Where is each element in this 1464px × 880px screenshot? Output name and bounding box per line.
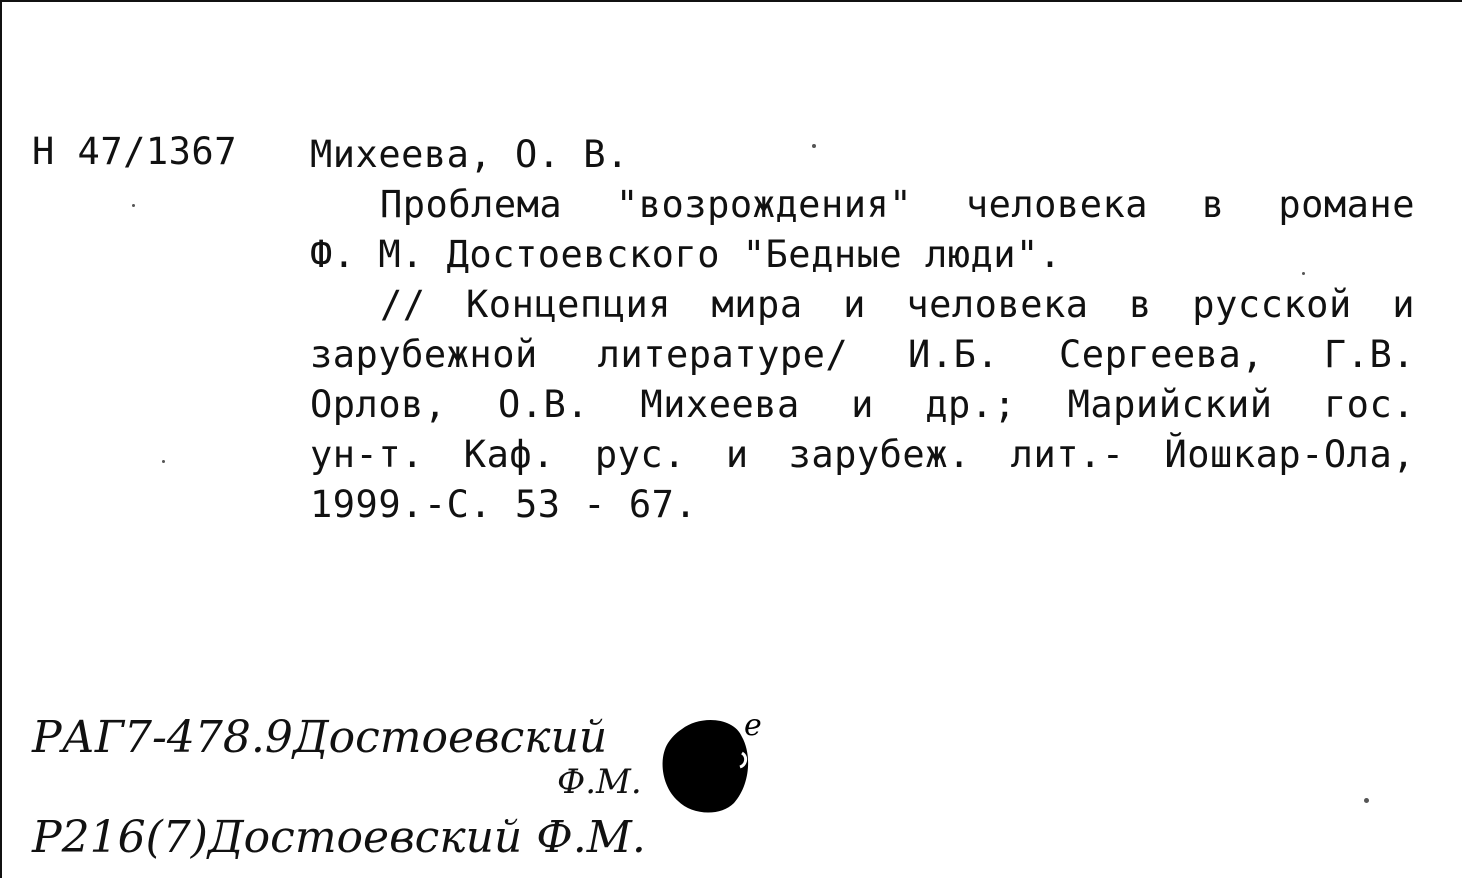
paper-speck bbox=[1364, 798, 1369, 803]
paper-speck bbox=[1302, 272, 1305, 275]
source-line-5: 1999.-С. 53 - 67. bbox=[310, 483, 698, 526]
handwritten-classification-2: Р216(7)Достоевский Ф.М. bbox=[32, 812, 646, 863]
author-line: Михеева, О. В. bbox=[310, 133, 629, 176]
source-line-1: // Концепция мира и человека в русской и bbox=[380, 283, 1415, 326]
bibliographic-record bbox=[310, 130, 1415, 530]
paper-speck bbox=[162, 460, 165, 463]
source-line-2: зарубежной литературе/ И.Б. Сергеева, Г.В. bbox=[310, 333, 1415, 376]
title-line-2: Ф. М. Достоевского "Бедные люди". bbox=[310, 233, 1062, 276]
paper-speck bbox=[132, 204, 135, 207]
ink-stamp-mark bbox=[642, 707, 767, 822]
call-number: Н 47/1367 bbox=[32, 130, 237, 173]
stamp-letter: е bbox=[744, 708, 762, 743]
source-line-4: ун-т. Каф. рус. и зарубеж. лит.- Йошкар-Ола, bbox=[310, 433, 1415, 476]
title-line-1: Проблема "возрождения" человека в романе bbox=[380, 183, 1415, 226]
paper-speck bbox=[812, 144, 816, 148]
source-line-3: Орлов, О.В. Михеева и др.; Марийский гос. bbox=[310, 383, 1415, 426]
handwritten-classification-1-initials: Ф.М. bbox=[557, 762, 642, 802]
handwritten-classification-1: РАГ7-478.9Достоевский bbox=[32, 712, 608, 763]
